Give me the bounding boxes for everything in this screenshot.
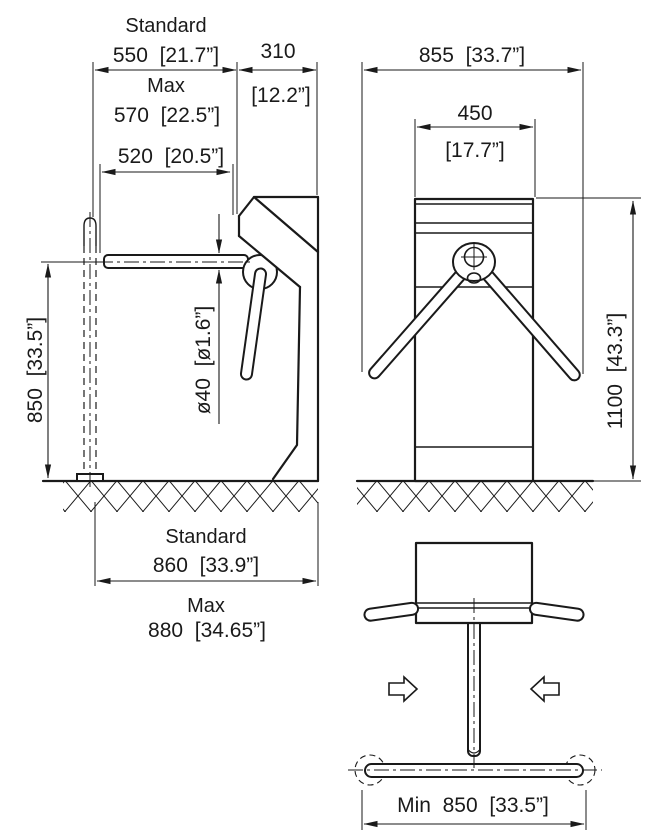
dim-dia40-text: ø40 [ø1.6”]	[192, 305, 215, 415]
end-post	[77, 212, 103, 487]
cabinet-front-edge	[273, 287, 300, 479]
entry-arrow-right	[531, 677, 559, 701]
standard-label: Standard	[125, 15, 207, 37]
dim-520-text: 520 [20.5”]	[117, 145, 225, 168]
dim-min-850-text: Min 850 [33.5”]	[397, 794, 549, 817]
arm-left-top-view	[364, 602, 419, 621]
ground-hatch-front	[357, 481, 593, 512]
dim-450-text: 450	[457, 102, 493, 125]
dim-855-text: 855 [33.7”]	[418, 44, 526, 67]
top-view-dimension	[362, 790, 586, 830]
base-max-label: Max	[187, 595, 225, 617]
arm-right-top-view	[529, 602, 584, 621]
entry-arrow-left	[389, 677, 417, 701]
dim-570-text: 570 [22.5”]	[113, 104, 221, 127]
dim-860-text: 860 [33.9”]	[152, 554, 260, 577]
dim-310-inch-text: [12.2”]	[251, 84, 311, 107]
dim-1100-text: 1100 [43.3”]	[604, 312, 627, 430]
dim-550-text: 550 [21.7”]	[112, 44, 220, 67]
front-view	[357, 44, 641, 512]
max-label: Max	[147, 75, 185, 97]
ground-hatch-side	[63, 481, 318, 512]
cabinet-front	[415, 199, 533, 481]
base-standard-label: Standard	[165, 526, 247, 548]
dim-310-text: 310	[260, 40, 296, 63]
dim-880-text: 880 [34.65”]	[148, 619, 266, 642]
dim-850-text: 850 [33.5”]	[24, 316, 47, 424]
top-view	[348, 543, 602, 830]
tripod-arm-diagonal-side	[240, 268, 266, 380]
arm-diameter-dimension	[192, 214, 219, 424]
side-base-dimensions	[95, 502, 318, 642]
side-height-dimension	[24, 264, 48, 478]
dim-450-inch-text: [17.7”]	[445, 139, 505, 162]
side-view	[24, 15, 318, 642]
